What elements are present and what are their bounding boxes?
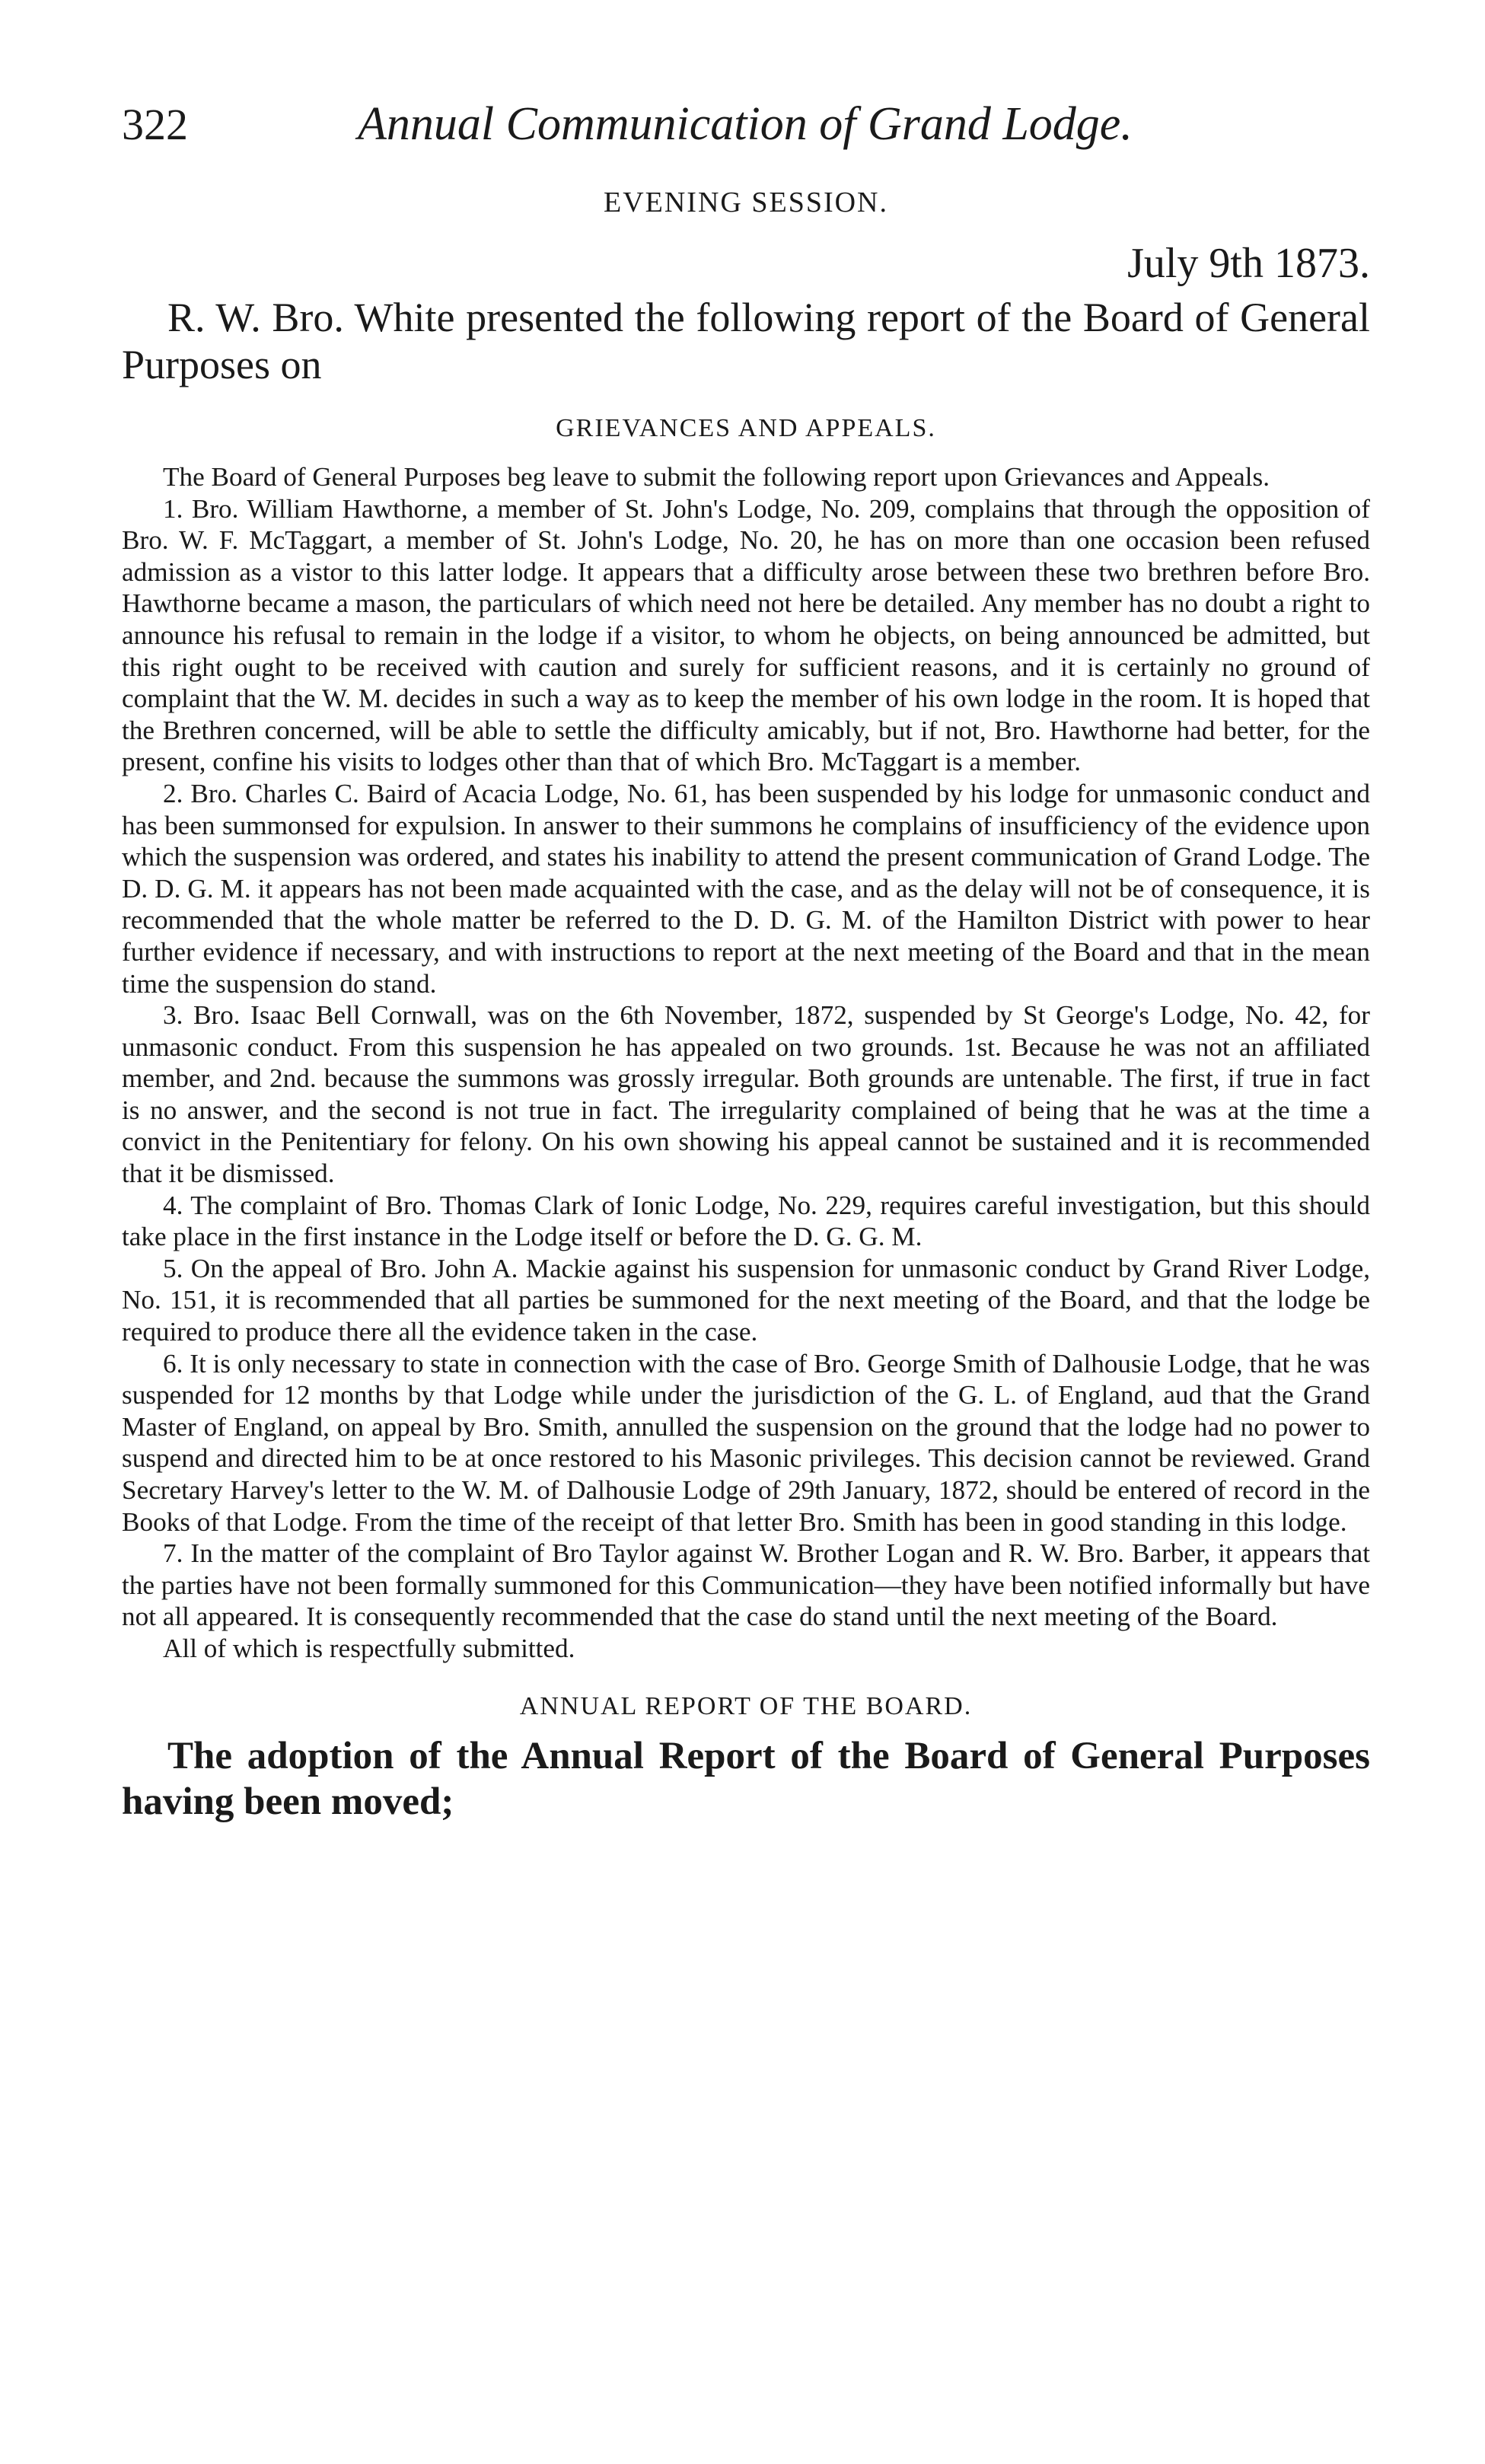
session-date: July 9th 1873. (1127, 240, 1370, 287)
report-paragraph: The Board of General Purposes beg leave to submit the following report upon Grievances and Appeals. (163, 462, 1270, 492)
report-item-3: 3. Bro. Isaac Bell Cornwall, was on the 6th November, 1872, suspended by St George's Lodge, No. 42, for unmasonic conduct. From this suspension he has appealed on two grounds. 1st. Because he was not an affiliated member, and 2nd. because the summons was grossly irregular. Both grounds are untenable. The first, if true in fact is no answer, and the second is not true in fact. The irregularity complained of being that he was at the time a convict in the Penitentiary for felony. On his own showing his appeal cannot be sustained and it is recommended that it be dismissed. (122, 1000, 1370, 1189)
intro-paragraph: R. W. Bro. White presented the following report of the Board of General Purposes on (122, 295, 1370, 387)
report-item-4: 4. The complaint of Bro. Thomas Clark of Ionic Lodge, No. 229, requires careful investigation, but this should take place in the first instance in the Lodge itself or before the D. G. G. M. (122, 1190, 1370, 1252)
next-section-heading: ANNUAL REPORT OF THE BOARD. (519, 1691, 973, 1720)
report-item-2: 2. Bro. Charles C. Baird of Acacia Lodge, No. 61, has been suspended by his lodge for unmasonic conduct and has been summonsed for expulsion. In answer to their summons he complains of insufficiency of the evidence upon which the suspension was ordered, and states his inability to attend the present communication of Grand Lodge. The D. D. G. M. it appears has not been made acquainted with the case, and as the delay will not be of consequence, it is recommended that the whole matter be referred to the D. D. G. M. of the Hamilton District with power to hear further evidence if necessary, and with instructions to report at the next meeting of the Board and that in the mean time the suspension do stand. (122, 778, 1370, 999)
document-page (122, 91, 1370, 1825)
running-title: Annual Communication of Grand Lodge. (358, 98, 1133, 150)
motion-paragraph: The adoption of the Annual Report of the Board of General Purposes having been moved; (122, 1734, 1370, 1823)
section-heading: GRIEVANCES AND APPEALS. (556, 414, 936, 442)
running-header (122, 91, 1370, 175)
report-item-6: 6. It is only necessary to state in connection with the case of Bro. George Smith of Dalhousie Lodge, that he was suspended for 12 months by that Lodge while under the jurisdiction of the G. L. of England, aud that the Grand Master of England, on appeal by Bro. Smith, annulled the suspension on the ground that the lodge had no power to suspend and directed him to be at once restored to his Masonic privileges. This decision cannot be reviewed. Grand Secretary Harvey's letter to the W. M. of Dalhousie Lodge of 29th January, 1872, should be entered of record in the Books of that Lodge. From the time of the receipt of that letter Bro. Smith has been in good standing in this lodge. (122, 1348, 1370, 1537)
report-item-1: 1. Bro. William Hawthorne, a member of St. John's Lodge, No. 209, complains that through the opposition of Bro. W. F. McTaggart, a member of St. John's Lodge, No. 20, he has on more than one occasion been refused admission as a vistor to this latter lodge. It appears that a difficulty arose between these two brethren before Bro. Hawthorne became a mason, the particulars of which need not here be detailed. Any member has no doubt a right to announce his refusal to remain in the lodge if a visitor, to whom he objects, on being announced be admitted, but this right ought to be received with caution and surely for sufficient reasons, and it is certainly no ground of complaint that the W. M. decides in such a way as to keep the member of his own lodge in the room. It is hoped that the Brethren concerned, will be able to settle the difficulty amicably, but if not, Bro. Hawthorne had better, for the present, confine his visits to lodges other than that of which Bro. McTaggart is a member. (122, 493, 1370, 777)
page-number: 322 (122, 100, 188, 149)
report-item-5: 5. On the appeal of Bro. John A. Mackie against his suspension for unmasonic conduct by Grand River Lodge, No. 151, it is recommended that all parties be summoned for the next meeting of the Board, and that the lodge be required to produce there all the evidence taken in the case. (122, 1253, 1370, 1347)
closing-line: All of which is respectfully submitted. (163, 1633, 575, 1663)
report-item-7: 7. In the matter of the complaint of Bro Taylor against W. Brother Logan and R. W. Bro. Barber, it appears that the parties have not been formally summoned for this Communication—they have been notified informally but have not all appeared. It is consequently recommended that the case do stand until the next meeting of the Board. (122, 1538, 1370, 1632)
session-heading: EVENING SESSION. (604, 186, 888, 218)
